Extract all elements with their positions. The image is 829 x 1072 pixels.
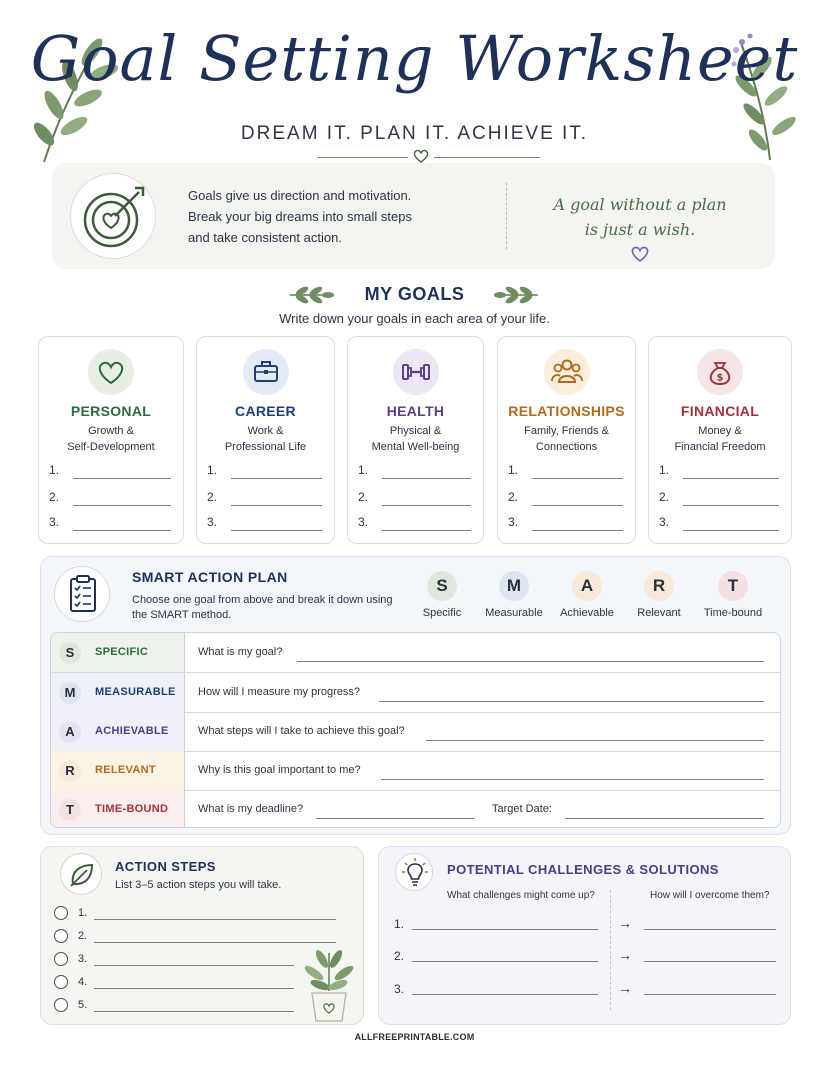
smart-row-label-cell (51, 673, 185, 712)
arrow-right-icon: → (618, 947, 632, 963)
smart-row-time-bound (51, 790, 781, 828)
smart-row-badge: A (59, 721, 81, 743)
smart-row-badge: S (59, 642, 81, 664)
footer-credit: ALLFREEPRINTABLE.COM (354, 1032, 475, 1042)
goal-line[interactable] (659, 515, 781, 533)
svg-text:$: $ (716, 372, 724, 384)
challenges-column-header: What challenges might come up? (447, 890, 595, 901)
solutions-column-header: How will I overcome them? (650, 890, 770, 901)
money-bag-icon (697, 349, 743, 395)
smart-legend-badge: T (718, 571, 748, 601)
quote (525, 192, 755, 242)
smart-legend-word: Achievable (560, 607, 614, 619)
goal-line[interactable] (49, 490, 173, 508)
action-steps-subtitle: List 3–5 action steps you will take. (115, 879, 282, 891)
smart-row-badge: T (59, 799, 81, 821)
clipboard-icon-circle (54, 566, 110, 622)
goal-card-desc: Money & Financial Freedom (674, 425, 766, 453)
goal-line[interactable] (358, 515, 473, 533)
smart-legend-word: Relevant (637, 607, 681, 619)
challenge-line[interactable] (412, 961, 598, 962)
goal-line-number: 3. (358, 515, 369, 529)
challenge-number: 2. (394, 949, 405, 963)
smart-title: SMART ACTION PLAN (132, 569, 288, 585)
goal-line[interactable] (358, 490, 473, 508)
goal-card-health (347, 336, 484, 544)
quote-line: A goal without a plan (553, 195, 727, 214)
goal-card-personal (38, 336, 184, 544)
goal-line[interactable] (207, 515, 324, 533)
quote-heart-icon (630, 245, 650, 263)
smart-row-specific (51, 633, 781, 672)
smart-subtitle: Choose one goal from above and break it down using the SMART method. (132, 594, 393, 621)
goal-line[interactable] (508, 463, 625, 481)
goal-line[interactable] (49, 463, 173, 481)
page-subtitle: DREAM IT. PLAN IT. ACHIEVE IT. (240, 123, 589, 144)
intro-text (188, 185, 488, 248)
challenge-number: 3. (394, 982, 405, 996)
arrow-right-icon: → (618, 915, 632, 931)
step-number: 2. (78, 930, 88, 942)
challenge-row (394, 949, 778, 965)
challenge-line[interactable] (412, 929, 598, 930)
goal-line-number: 3. (49, 515, 60, 529)
step-checkbox[interactable] (54, 929, 68, 943)
deadline-answer-line[interactable] (316, 818, 474, 819)
heart-icon (88, 349, 134, 395)
my-goals-title: MY GOALS (364, 284, 465, 304)
goal-line[interactable] (207, 463, 324, 481)
goal-line[interactable] (508, 490, 625, 508)
target-date-label: Target Date: (492, 803, 552, 815)
smart-row-answer-line[interactable] (381, 779, 764, 780)
smart-legend-badge: A (572, 571, 602, 601)
leaf-icon (61, 854, 103, 896)
target-date-line[interactable] (565, 818, 764, 819)
goal-card-financial (648, 336, 792, 544)
quote-line: is just a wish. (584, 220, 696, 239)
briefcase-icon (243, 349, 289, 395)
lightbulb-icon-circle (395, 853, 433, 891)
goal-line[interactable] (659, 490, 781, 508)
challenge-number: 1. (394, 917, 405, 931)
goal-line-number: 3. (508, 515, 519, 529)
smart-row-answer-line[interactable] (297, 661, 764, 662)
smart-table (50, 632, 781, 828)
goal-card-desc: Work & Professional Life (224, 425, 307, 453)
target-icon-circle (70, 173, 156, 259)
step-number: 4. (78, 976, 88, 988)
goal-line-number: 2. (207, 490, 218, 504)
challenge-row (394, 982, 778, 998)
smart-row-label: MEASURABLE (95, 686, 176, 698)
smart-row-question: Why is this goal important to me? (198, 764, 361, 776)
step-checkbox[interactable] (54, 952, 68, 966)
goal-line[interactable] (49, 515, 173, 533)
smart-row-relevant (51, 751, 781, 790)
goal-line[interactable] (659, 463, 781, 481)
goal-line-number: 1. (49, 463, 60, 477)
step-number: 1. (78, 907, 88, 919)
goal-card-title: PERSONAL (70, 403, 152, 419)
my-goals-subtitle: Write down your goals in each area of your life. (279, 311, 550, 326)
step-checkbox[interactable] (54, 998, 68, 1012)
smart-row-question: What is my deadline? (198, 803, 304, 815)
goal-card-title: CAREER (235, 403, 296, 419)
smart-row-label-cell (51, 712, 185, 751)
smart-row-label: SPECIFIC (95, 646, 149, 658)
step-checkbox[interactable] (54, 906, 68, 920)
solution-line[interactable] (644, 961, 776, 962)
challenges-title: POTENTIAL CHALLENGES & SOLUTIONS (447, 862, 719, 877)
target-icon (71, 174, 157, 260)
action-steps-title: ACTION STEPS (115, 859, 216, 874)
goal-card-title: HEALTH (386, 403, 445, 419)
goal-card-title: RELATIONSHIPS (508, 403, 625, 419)
potted-plant-icon (300, 945, 358, 1023)
page-title: Goal Setting Worksheet (30, 22, 799, 95)
smart-row-label-cell (51, 633, 185, 672)
goal-card-relationships (497, 336, 636, 544)
goal-card-title: FINANCIAL (680, 403, 760, 419)
smart-row-label: TIME-BOUND (95, 803, 169, 815)
challenge-row (394, 917, 778, 933)
goal-line[interactable] (358, 463, 473, 481)
goal-line-number: 1. (358, 463, 369, 477)
goal-card-career (196, 336, 335, 544)
goal-line-number: 2. (508, 490, 519, 504)
smart-legend-badge: S (427, 571, 457, 601)
goal-line-number: 2. (659, 490, 670, 504)
goal-line-number: 1. (508, 463, 519, 477)
smart-legend-badge: M (499, 571, 529, 601)
goal-card-desc: Family, Friends & Connections (524, 425, 609, 453)
solution-line[interactable] (644, 929, 776, 930)
smart-legend-word: Measurable (485, 607, 543, 619)
action-step-item[interactable] (54, 929, 344, 945)
smart-row-badge: R (59, 760, 81, 782)
smart-legend-badge: R (644, 571, 674, 601)
sprig-right-icon (492, 286, 540, 304)
step-number: 5. (78, 999, 88, 1011)
arrow-right-icon: → (618, 980, 632, 996)
clipboard-icon (55, 567, 111, 623)
step-number: 3. (78, 953, 88, 965)
smart-legend-word: Specific (422, 607, 462, 619)
smart-row-question: What is my goal? (198, 646, 283, 658)
subtitle-divider-right (434, 157, 540, 158)
goal-line[interactable] (207, 490, 324, 508)
intro-line: Goals give us direction and motivation. (188, 188, 412, 203)
step-checkbox[interactable] (54, 975, 68, 989)
smart-legend-word: Time-bound (703, 607, 763, 619)
goal-card-desc: Growth & Self-Development (67, 425, 155, 453)
goal-line-number: 3. (659, 515, 670, 529)
subtitle-divider-left (318, 157, 408, 158)
goal-line-number: 1. (659, 463, 670, 477)
goal-line-number: 1. (207, 463, 218, 477)
smart-row-question: What steps will I take to achieve this goal? (198, 725, 405, 737)
goal-card-desc: Physical & Mental Well-being (371, 425, 460, 453)
smart-row-answer-line[interactable] (379, 701, 764, 702)
goal-line-number: 2. (358, 490, 369, 504)
people-icon (544, 349, 590, 395)
goal-line[interactable] (508, 515, 625, 533)
intro-divider (506, 183, 507, 249)
intro-line: Break your big dreams into small steps (188, 209, 412, 224)
action-step-item[interactable] (54, 906, 344, 922)
lightbulb-icon (396, 854, 434, 892)
solution-line[interactable] (644, 994, 776, 995)
smart-row-question: How will I measure my progress? (198, 686, 360, 698)
smart-row-achievable (51, 712, 781, 751)
goal-line-number: 2. (49, 490, 60, 504)
goal-line-number: 3. (207, 515, 218, 529)
leaf-icon-circle (60, 853, 102, 895)
smart-row-label-cell (51, 790, 185, 828)
smart-row-answer-line[interactable] (426, 740, 764, 741)
smart-row-label-cell (51, 751, 185, 790)
smart-row-label: RELEVANT (95, 764, 156, 776)
smart-row-label: ACHIEVABLE (95, 725, 169, 737)
smart-row-measurable (51, 673, 781, 712)
intro-line: and take consistent action. (188, 230, 342, 245)
dumbbell-icon (393, 349, 439, 395)
heart-divider-icon (412, 148, 430, 164)
smart-row-badge: M (59, 682, 81, 704)
challenge-line[interactable] (412, 994, 598, 995)
